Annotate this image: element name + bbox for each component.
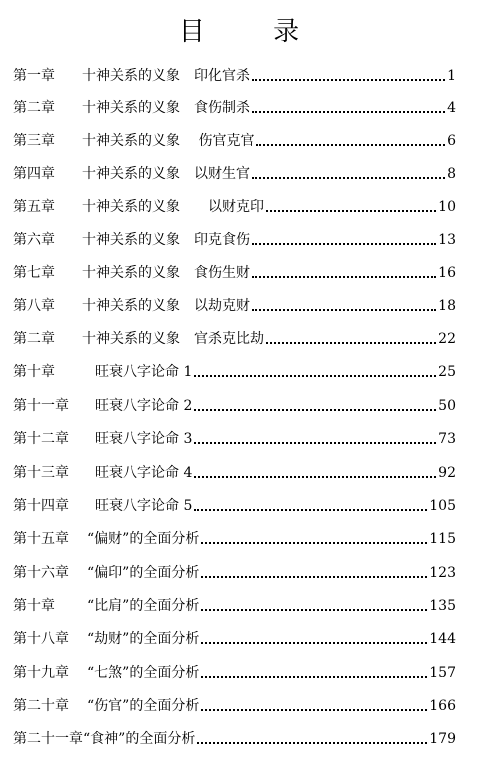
page-number: 1 — [447, 68, 456, 84]
page-number: 8 — [447, 166, 456, 182]
chapter-title: 十神关系的义象 印克食伤 — [82, 232, 250, 248]
chapter-number: 第三章 — [13, 133, 55, 149]
chapter-title: 旺衰八字论命 1 — [95, 364, 193, 380]
chapter-title: 十神关系的义象 以财克印 — [82, 199, 264, 215]
chapter-number: 第十三章 — [13, 465, 69, 481]
dot-leader — [252, 242, 436, 245]
chapter-number: 第四章 — [13, 166, 55, 182]
chapter-title: 旺衰八字论命 4 — [95, 465, 193, 481]
page-number: 25 — [438, 364, 456, 380]
chapter-number: 第八章 — [13, 298, 55, 314]
toc-entry[interactable] — [13, 523, 456, 549]
toc-entry[interactable] — [13, 356, 456, 382]
page-number: 73 — [438, 431, 456, 447]
chapter-number: 第十章 — [13, 598, 55, 614]
toc-entry[interactable] — [13, 191, 456, 217]
dot-leader — [201, 608, 427, 611]
page-number: 157 — [429, 665, 456, 681]
toc-entry[interactable] — [13, 557, 456, 583]
chapter-number: 第五章 — [13, 199, 55, 215]
chapter-title: “偏财”的全面分析 — [87, 531, 200, 547]
chapter-title: 十神关系的义象 以财生官 — [82, 166, 250, 182]
chapter-title: 十神关系的义象 食伤制杀 — [82, 100, 250, 116]
chapter-title: “偏印”的全面分析 — [87, 565, 200, 581]
page-number: 144 — [429, 631, 456, 647]
chapter-title: “七煞”的全面分析 — [87, 665, 200, 681]
toc-entry[interactable] — [13, 690, 456, 716]
chapter-title: “食神”的全面分析 — [83, 731, 196, 747]
toc-entry[interactable] — [13, 92, 456, 118]
page-number: 105 — [429, 498, 456, 514]
page-title: 目 录 — [178, 17, 330, 47]
dot-leader — [194, 374, 436, 377]
toc-entry[interactable] — [13, 490, 456, 516]
dot-leader — [194, 441, 436, 444]
chapter-number: 第二章 — [13, 331, 55, 347]
page-number: 115 — [429, 531, 456, 547]
toc-entry[interactable] — [13, 257, 456, 283]
dot-leader — [266, 209, 436, 212]
dot-leader — [256, 143, 445, 146]
page-number: 4 — [447, 100, 456, 116]
chapter-number: 第七章 — [13, 265, 55, 281]
dot-leader — [197, 741, 427, 744]
page-number: 13 — [438, 232, 456, 248]
toc-entry[interactable] — [13, 290, 456, 316]
toc-entry[interactable] — [13, 224, 456, 250]
chapter-title: 十神关系的义象 印化官杀 — [82, 68, 250, 84]
page-number: 22 — [438, 331, 456, 347]
chapter-title: 十神关系的义象 官杀克比劫 — [82, 331, 264, 347]
dot-leader — [252, 78, 445, 81]
chapter-number: 第一章 — [13, 68, 55, 84]
chapter-title: 十神关系的义象 食伤生财 — [82, 265, 250, 281]
toc-entry[interactable] — [13, 390, 456, 416]
page-number: 179 — [429, 731, 456, 747]
dot-leader — [201, 641, 427, 644]
chapter-title: 十神关系的义象 伤官克官 — [82, 133, 255, 149]
chapter-title: 十神关系的义象 以劫克财 — [82, 298, 250, 314]
chapter-title: “伤官”的全面分析 — [87, 698, 200, 714]
page-number: 135 — [429, 598, 456, 614]
page-number: 18 — [438, 298, 456, 314]
toc-entry[interactable] — [13, 323, 456, 349]
toc-entry[interactable] — [13, 657, 456, 683]
page-number: 16 — [438, 265, 456, 281]
toc-entry[interactable] — [13, 590, 456, 616]
chapter-number: 第十五章 — [13, 531, 69, 547]
chapter-number: 第六章 — [13, 232, 55, 248]
toc-entry[interactable] — [13, 125, 456, 151]
chapter-number: 第二十一章 — [13, 731, 83, 747]
page-number: 166 — [429, 698, 456, 714]
dot-leader — [201, 575, 427, 578]
chapter-title: 旺衰八字论命 5 — [95, 498, 193, 514]
chapter-number: 第二十章 — [13, 698, 69, 714]
dot-leader — [194, 408, 436, 411]
dot-leader — [201, 541, 427, 544]
chapter-title: 旺衰八字论命 3 — [95, 431, 193, 447]
chapter-number: 第二章 — [13, 100, 55, 116]
toc-entry[interactable] — [13, 158, 456, 184]
page-number: 6 — [447, 133, 456, 149]
dot-leader — [201, 708, 427, 711]
page-number: 10 — [438, 199, 456, 215]
chapter-title: 旺衰八字论命 2 — [95, 398, 193, 414]
dot-leader — [266, 341, 436, 344]
chapter-title: “劫财”的全面分析 — [87, 631, 200, 647]
chapter-number: 第十一章 — [13, 398, 69, 414]
page-number: 123 — [429, 565, 456, 581]
page-number: 92 — [438, 465, 456, 481]
chapter-number: 第十八章 — [13, 631, 69, 647]
dot-leader — [252, 308, 436, 311]
chapter-number: 第十六章 — [13, 565, 69, 581]
dot-leader — [252, 176, 445, 179]
chapter-number: 第十四章 — [13, 498, 69, 514]
toc-entry[interactable] — [13, 423, 456, 449]
dot-leader — [201, 675, 427, 678]
dot-leader — [194, 475, 436, 478]
toc-entry[interactable] — [13, 457, 456, 483]
chapter-number: 第十二章 — [13, 431, 69, 447]
toc-entry[interactable] — [13, 623, 456, 649]
toc-entry[interactable] — [13, 60, 456, 86]
chapter-number: 第十章 — [13, 364, 55, 380]
dot-leader — [194, 508, 427, 511]
toc-entry[interactable] — [13, 723, 456, 749]
chapter-title: “比肩”的全面分析 — [87, 598, 200, 614]
chapter-number: 第十九章 — [13, 665, 69, 681]
dot-leader — [252, 110, 445, 113]
page-number: 50 — [438, 398, 456, 414]
dot-leader — [252, 275, 436, 278]
